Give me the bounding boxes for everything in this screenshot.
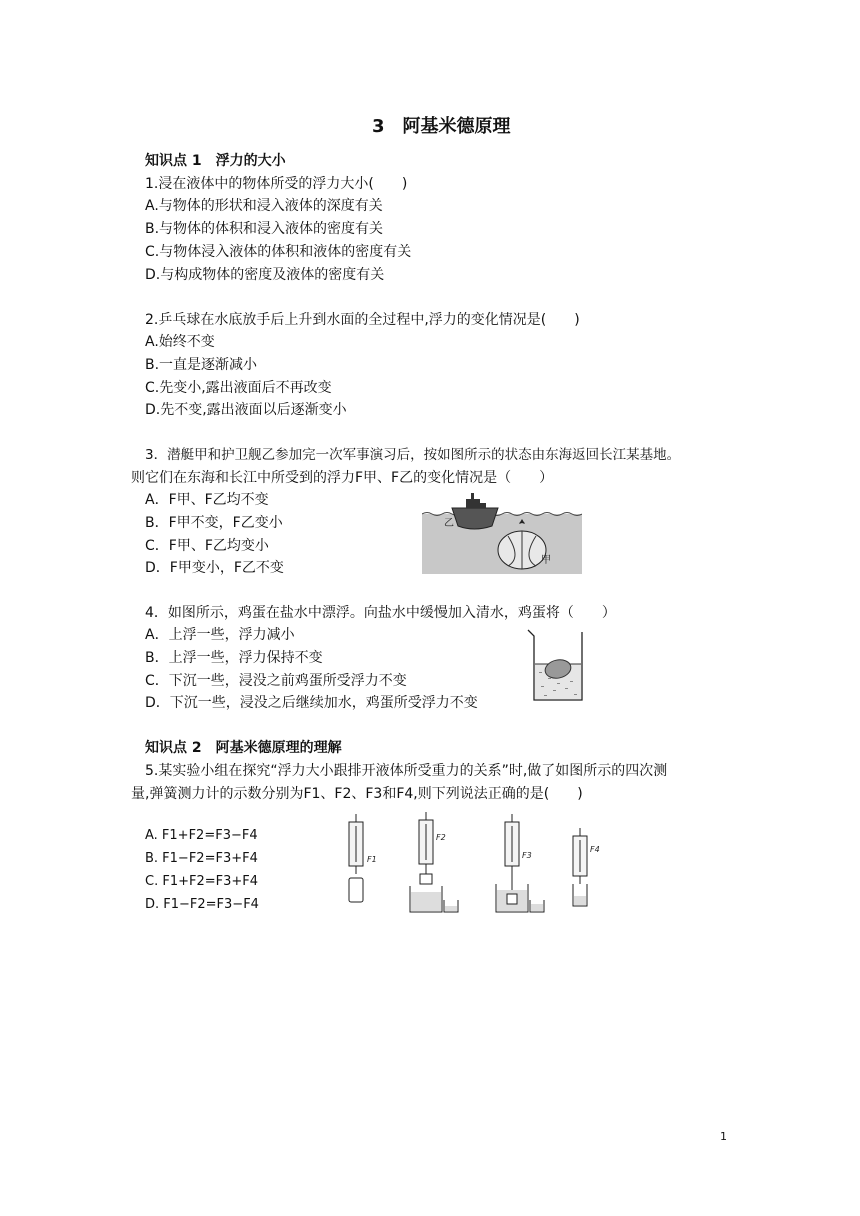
q1-option-d: D.与构成物体的密度及液体的密度有关 — [145, 267, 385, 283]
q5-stem-line1: 5.某实验小组在探究“浮力大小跟排开液体所受重力的关系”时,做了如图所示的四次测 — [145, 763, 668, 779]
ship-label: 乙 — [444, 518, 454, 529]
spring-scale-1-icon — [349, 814, 363, 902]
submarine-ship-figure — [422, 490, 582, 574]
q2-option-b: B.一直是逐渐减小 — [145, 357, 258, 373]
egg-beaker-figure — [526, 626, 588, 704]
f3-label: F3 — [522, 851, 532, 860]
f1-label: F1 — [367, 855, 377, 864]
f4-label: F4 — [590, 845, 600, 854]
q3-stem-line2: 则它们在东海和长江中所受到的浮力F甲、F乙的变化情况是（ ） — [131, 470, 554, 486]
q2-option-a: A.始终不变 — [145, 334, 215, 350]
q5-option-c: C. F1+F2=F3+F4 — [145, 874, 259, 889]
q2-option-c: C.先变小,露出液面后不再改变 — [145, 380, 332, 396]
q3-stem-line1: 3．潜艇甲和护卫舰乙参加完一次军事演习后，按如图所示的状态由东海返回长江某基地。 — [145, 447, 681, 463]
q3-option-c: C．F甲、F乙均变小 — [145, 538, 269, 554]
spring-scale-figure — [336, 812, 606, 918]
ship-icon — [452, 493, 498, 529]
q5-option-d: D. F1−F2=F3−F4 — [145, 897, 259, 912]
q2-option-d: D.先不变,露出液面以后逐渐变小 — [145, 402, 347, 418]
q5-stem-line2: 量,弹簧测力计的示数分别为F1、F2、F3和F4,则下列说法正确的是( ) — [131, 786, 583, 802]
spring-scale-4-icon — [573, 828, 587, 906]
q5-option-a: A. F1+F2=F3−F4 — [145, 828, 258, 843]
q4-option-a: A．上浮一些，浮力减小 — [145, 627, 295, 643]
q1-option-a: A.与物体的形状和浸入液体的深度有关 — [145, 198, 383, 214]
q5-option-b: B. F1−F2=F3+F4 — [145, 851, 258, 866]
page-number: 1 — [720, 1130, 727, 1143]
page-title: 3 阿基米德原理 — [372, 116, 511, 137]
q1-option-b: B.与物体的体积和浸入液体的密度有关 — [145, 221, 384, 237]
submarine-label: 甲 — [541, 555, 551, 566]
q4-option-b: B．上浮一些，浮力保持不变 — [145, 650, 323, 666]
q4-option-d: D．下沉一些，浸没之后继续加水，鸡蛋所受浮力不变 — [145, 695, 478, 711]
q1-stem: 1.浸在液体中的物体所受的浮力大小( ) — [145, 176, 408, 192]
q2-stem: 2.乒乓球在水底放手后上升到水面的全过程中,浮力的变化情况是( ) — [145, 312, 580, 328]
section-heading-1: 知识点 1 浮力的大小 — [145, 153, 286, 169]
q3-option-a: A．F甲、F乙均不变 — [145, 492, 269, 508]
spring-scale-2-icon — [410, 812, 458, 912]
q4-option-c: C．下沉一些，浸没之前鸡蛋所受浮力不变 — [145, 673, 407, 689]
f2-label: F2 — [436, 833, 446, 842]
q4-stem: 4．如图所示，鸡蛋在盐水中漂浮。向盐水中缓慢加入清水，鸡蛋将（ ） — [145, 605, 616, 621]
q1-option-c: C.与物体浸入液体的体积和液体的密度有关 — [145, 244, 412, 260]
q3-option-b: B．F甲不变，F乙变小 — [145, 515, 283, 531]
q3-option-d: D．F甲变小，F乙不变 — [145, 560, 284, 576]
section-heading-2: 知识点 2 阿基米德原理的理解 — [145, 740, 342, 756]
spring-scale-3-icon — [496, 814, 544, 912]
